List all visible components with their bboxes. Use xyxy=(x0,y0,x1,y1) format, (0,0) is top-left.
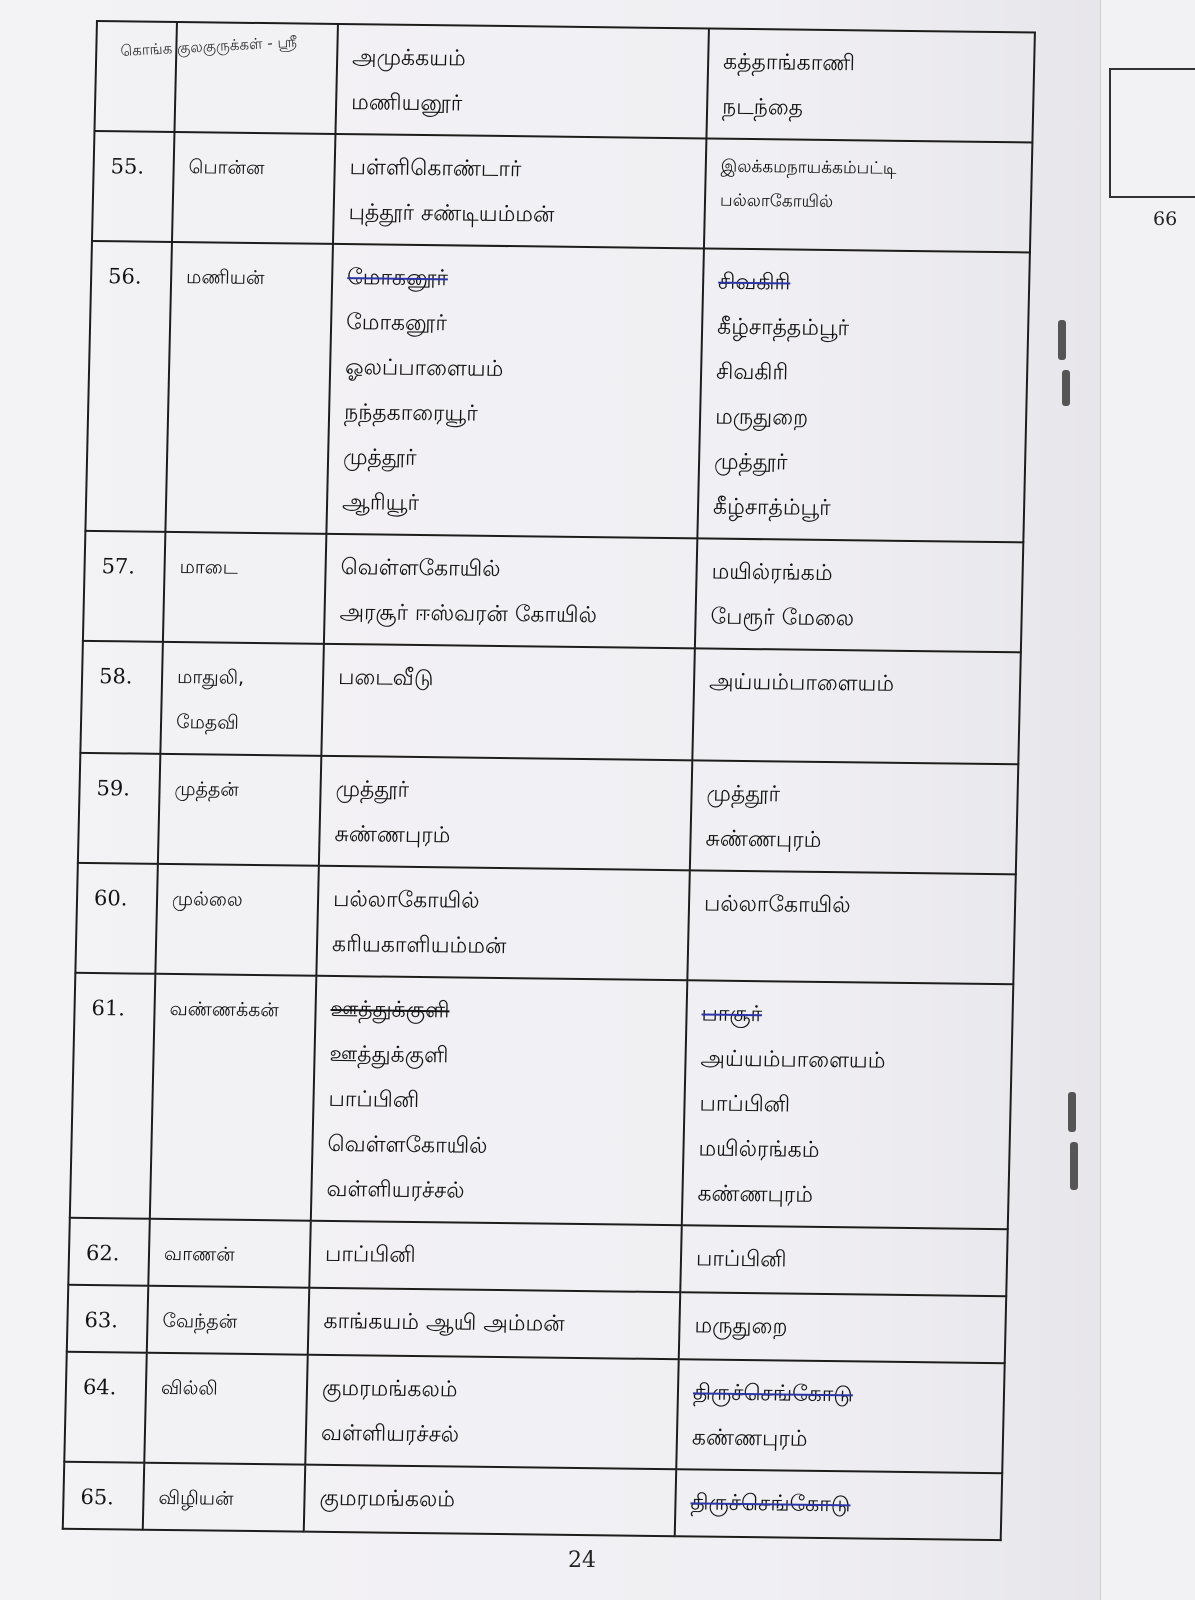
clan-name: வாணன் xyxy=(163,1242,235,1266)
temple-name: அமுக்கயம் xyxy=(351,45,467,72)
clan-name-cell xyxy=(143,1463,306,1532)
temple-name: மோகனூர் xyxy=(346,265,449,292)
temple-cell xyxy=(304,1465,676,1537)
village-cell xyxy=(706,28,1034,142)
clan-name: மாதுலி, xyxy=(176,666,245,689)
temple-name: அரசூர் ஈஸ்வரன் கோயில் xyxy=(339,600,598,629)
village-name: சிவகிரி xyxy=(717,269,791,296)
village-name: பாப்பினி xyxy=(695,1246,787,1273)
serial-number: 57. xyxy=(83,531,165,642)
temple-name: பல்லாகோயில் xyxy=(332,886,480,914)
table-row xyxy=(70,973,1013,1229)
clan-name-cell xyxy=(148,1219,311,1288)
clan-name: வண்ணக்கன் xyxy=(169,997,280,1022)
clan-name: முத்தன் xyxy=(174,778,240,801)
village-name: சிவகிரி xyxy=(715,359,789,386)
table-row xyxy=(78,753,1018,874)
serial-number: 56. xyxy=(85,241,172,532)
village-cell xyxy=(682,980,1014,1229)
clan-name-cell xyxy=(172,132,335,244)
village-name: பல்லாகோயில் xyxy=(703,891,851,919)
clan-name: வில்லி xyxy=(160,1376,218,1400)
temple-cell xyxy=(321,644,695,761)
clan-name: மேதவி xyxy=(175,711,240,734)
clan-name: மாடை xyxy=(179,556,239,579)
village-cell xyxy=(675,1469,1002,1540)
village-name: பாசூர் xyxy=(701,1001,763,1028)
temple-name: கரியகாளியம்மன் xyxy=(331,931,507,960)
temple-name: முத்தூர் xyxy=(335,776,410,803)
clan-name: வேந்தன் xyxy=(162,1309,238,1333)
serial-number: 58. xyxy=(80,641,163,754)
table-row xyxy=(67,1285,1006,1363)
temple-name: படைவீடு xyxy=(337,665,434,692)
village-name: கீழ்சாத்ம்பூர் xyxy=(712,494,831,522)
temple-name: குமரமங்கலம் xyxy=(319,1485,456,1513)
temple-name: மோகனூர் xyxy=(345,310,448,337)
temple-cell xyxy=(319,756,692,871)
serial-number xyxy=(94,21,176,132)
serial-number: 59. xyxy=(78,753,160,864)
village-name: மருதுறை xyxy=(694,1313,788,1340)
temple-cell xyxy=(324,534,697,649)
temple-name: நந்தகாரையூர் xyxy=(343,400,479,427)
clan-name-cell xyxy=(174,22,337,134)
serial-number: 64. xyxy=(64,1352,146,1463)
clan-name-cell xyxy=(165,242,333,534)
village-cell xyxy=(687,870,1015,984)
clan-name-cell xyxy=(144,1353,307,1465)
village-name: அய்யம்பாளையம் xyxy=(700,1046,886,1074)
temple-cell xyxy=(326,244,704,538)
margin-mark xyxy=(1062,370,1070,406)
village-cell xyxy=(704,138,1032,252)
running-header: கொங்க குலகுருக்கள் - ஸ்ரீ xyxy=(120,32,298,60)
temple-name: மணியனூர் xyxy=(350,90,463,117)
temple-cell xyxy=(316,866,689,981)
clan-name: மணியன் xyxy=(185,266,265,290)
margin-mark xyxy=(1058,320,1066,360)
serial-number: 55. xyxy=(92,131,174,242)
table-row xyxy=(75,863,1015,984)
temple-cell xyxy=(308,1288,680,1360)
facing-table-line xyxy=(1109,68,1111,198)
table-wrapper xyxy=(62,20,1096,1518)
clan-name-cell xyxy=(160,642,324,756)
village-name: பேரூர் மேலை xyxy=(710,604,855,632)
clan-name: விழியன் xyxy=(158,1486,234,1510)
village-cell xyxy=(697,248,1030,542)
village-name: நடந்தை xyxy=(721,94,804,121)
temple-name: ஆரியூர் xyxy=(341,490,420,516)
temple-name: ஊத்துக்குளி xyxy=(329,1041,449,1069)
serial-number: 63. xyxy=(67,1285,149,1353)
village-name: மயில்ரங்கம் xyxy=(711,559,833,587)
facing-row-number: 66 xyxy=(1153,208,1178,230)
table-row xyxy=(68,1218,1007,1296)
temple-cell xyxy=(309,1221,681,1293)
temple-name: காங்கயம் ஆயி அம்மன் xyxy=(323,1308,565,1337)
page-number: 24 xyxy=(568,1548,596,1573)
village-cell xyxy=(676,1359,1004,1473)
serial-number: 65. xyxy=(63,1462,145,1530)
village-name: மயில்ரங்கம் xyxy=(698,1136,820,1163)
village-cell xyxy=(679,1292,1006,1363)
margin-mark xyxy=(1070,1142,1078,1190)
table-row xyxy=(64,1352,1004,1473)
clan-name-cell xyxy=(155,864,318,976)
clan-name-cell xyxy=(158,754,321,866)
temple-cell xyxy=(311,976,688,1225)
temple-name: ஓலப்பாளையம் xyxy=(344,355,504,383)
table-row xyxy=(92,131,1032,252)
table-row xyxy=(80,641,1020,764)
table-row xyxy=(63,1462,1002,1540)
village-cell xyxy=(692,648,1021,764)
village-name: அய்யம்பாளையம் xyxy=(708,669,895,697)
temple-name: புத்தூர் சண்டியம்மன் xyxy=(348,200,555,228)
temple-name: வெள்ளகோயில் xyxy=(340,555,501,582)
village-name: திருச்செங்கோடு xyxy=(690,1490,851,1518)
temple-name: பாப்பினி xyxy=(328,1086,420,1114)
temple-name: குமரமங்கலம் xyxy=(321,1375,458,1403)
temple-cell xyxy=(333,134,706,249)
village-name: முத்தூர் xyxy=(713,449,788,476)
temple-cell xyxy=(305,1355,678,1470)
serial-number: 60. xyxy=(75,863,157,974)
serial-number: 62. xyxy=(68,1218,150,1286)
village-name: திருச்செங்கோடு xyxy=(692,1380,854,1408)
facing-table-line xyxy=(1109,68,1195,70)
village-name: பாப்பினி xyxy=(699,1091,791,1118)
temple-name: வள்ளியரச்சல் xyxy=(320,1420,460,1448)
clan-name: முல்லை xyxy=(171,887,243,911)
temple-name: வெள்ளகோயில் xyxy=(327,1131,488,1159)
table-row xyxy=(85,241,1030,542)
village-name: கண்ணபுரம் xyxy=(697,1181,814,1208)
temple-name: பள்ளிகொண்டார் xyxy=(349,155,522,183)
village-name: இலக்கமநாயக்கம்பட்டி xyxy=(720,156,897,179)
temple-name: வள்ளியரச்சல் xyxy=(326,1176,465,1204)
clan-name-cell xyxy=(150,974,317,1221)
village-cell xyxy=(695,538,1023,652)
clan-name-cell xyxy=(163,532,326,644)
village-name: பல்லாகோயில் xyxy=(719,190,834,213)
village-name: முத்தூர் xyxy=(706,781,781,808)
kula-guru-table xyxy=(62,20,1036,1541)
clan-name-cell xyxy=(147,1286,310,1355)
facing-table-line xyxy=(1109,196,1195,198)
village-name: சுண்ணபுரம் xyxy=(705,826,822,853)
temple-name: சுண்ணபுரம் xyxy=(334,821,451,849)
margin-mark xyxy=(1068,1092,1076,1132)
serial-number: 61. xyxy=(70,973,156,1219)
temple-name: ஊத்துக்குளி xyxy=(330,996,450,1024)
village-cell xyxy=(690,760,1018,874)
temple-name: முத்தூர் xyxy=(342,445,417,471)
temple-cell xyxy=(335,24,708,139)
clan-name: பொன்ன xyxy=(188,156,265,180)
village-name: கத்தாங்காணி xyxy=(722,49,856,77)
village-name: கண்ணபுரம் xyxy=(691,1425,808,1452)
village-name: கீழ்சாத்தம்பூர் xyxy=(716,314,850,342)
village-cell xyxy=(680,1225,1007,1296)
table-row xyxy=(83,531,1023,652)
table-row xyxy=(94,21,1034,142)
temple-name: பாப்பினி xyxy=(324,1241,416,1268)
facing-page xyxy=(1100,0,1195,1600)
village-name: மருதுறை xyxy=(714,404,809,431)
